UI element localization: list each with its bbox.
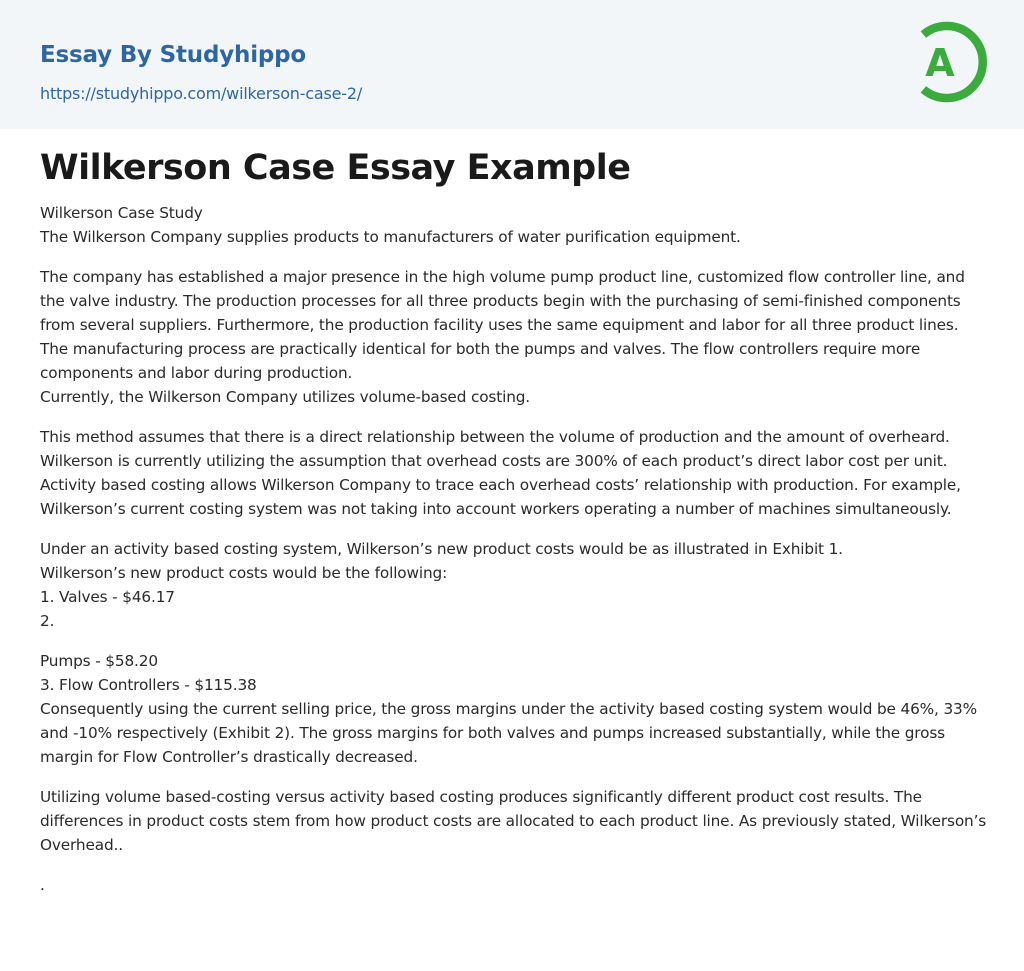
text-line: Wilkerson’s new product costs would be the following: (40, 564, 448, 582)
list-item-valves: 1. Valves - $46.17 (40, 588, 175, 606)
paragraph (40, 201, 988, 249)
studyhippo-logo-icon[interactable] (908, 18, 988, 106)
paragraph (40, 873, 988, 897)
page-title: Wilkerson Case Essay Example (40, 148, 631, 188)
list-item-flow-controllers: 3. Flow Controllers - $115.38 (40, 676, 257, 694)
logo-letter: A (925, 41, 955, 85)
list-item-number: 2. (40, 612, 55, 630)
text-line: Wilkerson Case Study (40, 204, 203, 222)
text-line: Under an activity based costing system, Wilkerson’s new product costs would be as illustrated in Exhibit 1. (40, 540, 843, 558)
text-line: Utilizing volume based-costing versus activity based costing produces significantly different product cost results. The differences in product costs stem from how product costs are allocated to each product line. As previously stated, Wilkerson’s Overhead.. (40, 788, 987, 854)
text-line: . (40, 876, 45, 894)
site-brand[interactable]: Essay By Studyhippo (40, 42, 307, 68)
text-line: This method assumes that there is a direct relationship between the volume of production and the amount of overheard. Wilkerson is currently utilizing the assumption that overhead costs are 300% of each product’s direct labor cost per unit. Activity based costing allows Wilkerson Company to trace each overhead costs’ relationship with production. For example, Wilkerson’s current costing system was not taking into account workers operating a number of machines simultaneously. (40, 428, 961, 518)
essay-content (40, 145, 988, 913)
text-line: The company has established a major presence in the high volume pump product line, customized flow controller line, and the valve industry. The production processes for all three products begin with the purchasing of semi-finished components from several suppliers. Furthermore, the production facility uses the same equipment and labor for all three product lines. The manufacturing process are practically identical for both the pumps and valves. The flow controllers require more components and labor during production. (40, 268, 965, 382)
text-line: Currently, the Wilkerson Company utilizes volume-based costing. (40, 388, 531, 406)
site-header (0, 0, 1024, 129)
paragraph (40, 785, 988, 857)
paragraph (40, 537, 988, 633)
text-line: The Wilkerson Company supplies products to manufacturers of water purification equipment. (40, 228, 741, 246)
text-line: Consequently using the current selling price, the gross margins under the activity based costing system would be 46%, 33% and -10% respectively (Exhibit 2). The gross margins for both valves and pumps increased substantially, while the gross margin for Flow Controller’s drastically decreased. (40, 700, 978, 766)
paragraph (40, 265, 988, 409)
source-url-link[interactable]: https://studyhippo.com/wilkerson-case-2/ (40, 84, 363, 103)
paragraph (40, 649, 988, 769)
list-item-pumps: Pumps - $58.20 (40, 652, 158, 670)
paragraph (40, 425, 988, 521)
